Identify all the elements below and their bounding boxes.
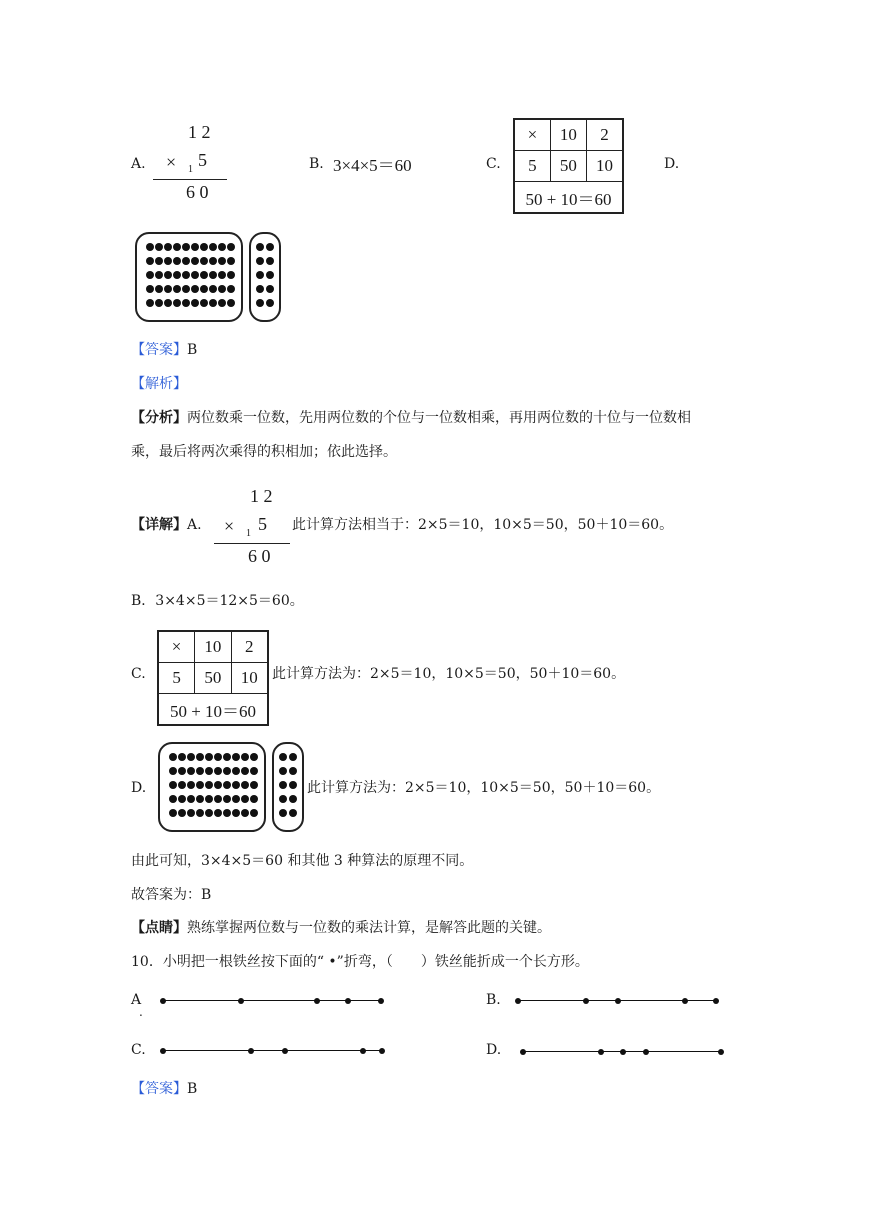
dot xyxy=(214,781,222,789)
option-b-expression: 3×4×5＝60 xyxy=(333,156,412,175)
dot xyxy=(182,257,190,265)
dot xyxy=(223,795,231,803)
dot xyxy=(155,271,163,279)
grid-cell: × xyxy=(514,119,550,151)
bend-point xyxy=(345,998,351,1004)
detail-c-label: C. xyxy=(131,666,146,682)
dot xyxy=(279,809,287,817)
dot xyxy=(187,781,195,789)
bend-point xyxy=(378,998,384,1004)
dot xyxy=(164,271,172,279)
grid-cell: 2 xyxy=(231,631,268,663)
analysis-label: 【解析】 xyxy=(131,376,187,392)
option-c-label: C. xyxy=(486,156,501,172)
final-answer: 故答案为：B xyxy=(131,887,212,903)
grid-sum-cell: 50 + 10＝60 xyxy=(158,694,268,726)
dot xyxy=(169,795,177,803)
dot xyxy=(227,243,235,251)
dot xyxy=(155,257,163,265)
bend-point xyxy=(682,998,688,1004)
detail-c-text: 此计算方法为：2×5＝10，10×5＝50，50＋10＝60。 xyxy=(272,666,626,682)
dot xyxy=(227,257,235,265)
grid-cell: × xyxy=(158,631,195,663)
dot xyxy=(266,299,274,307)
dot xyxy=(178,781,186,789)
dot xyxy=(266,271,274,279)
bend-point xyxy=(248,1048,254,1054)
dot xyxy=(223,767,231,775)
bend-point xyxy=(598,1049,604,1055)
grid-cell: 10 xyxy=(195,631,231,663)
dot xyxy=(191,257,199,265)
q10-wire-a xyxy=(160,996,386,1006)
times-sign: × xyxy=(166,152,177,172)
dianjing-line xyxy=(131,918,551,938)
grid-cell: 5 xyxy=(514,151,550,182)
q10-wire-c xyxy=(160,1046,386,1056)
dot xyxy=(209,285,217,293)
multiplier: 5 xyxy=(258,514,267,534)
carry-digit: 1 xyxy=(246,528,251,539)
dot-group-right xyxy=(272,742,304,832)
dot xyxy=(178,809,186,817)
dot xyxy=(191,243,199,251)
q10-option-a-dot: . xyxy=(139,1005,143,1019)
bend-point xyxy=(282,1048,288,1054)
dot xyxy=(209,257,217,265)
dot xyxy=(182,299,190,307)
dot xyxy=(241,809,249,817)
dot xyxy=(214,753,222,761)
dot xyxy=(266,243,274,251)
multiplicand: 1 2 xyxy=(250,486,273,506)
dot xyxy=(146,271,154,279)
dot xyxy=(173,243,181,251)
multiplication-line xyxy=(153,179,227,180)
dot xyxy=(250,809,258,817)
dot xyxy=(241,753,249,761)
dot xyxy=(178,795,186,803)
dot xyxy=(187,795,195,803)
dot xyxy=(289,781,297,789)
detail-c-grid-table xyxy=(157,630,269,726)
dot xyxy=(187,767,195,775)
product: 6 0 xyxy=(186,182,209,202)
dot xyxy=(241,795,249,803)
dot xyxy=(146,243,154,251)
dot xyxy=(169,767,177,775)
dot-group-left xyxy=(158,742,266,832)
dot xyxy=(164,299,172,307)
dot xyxy=(218,299,226,307)
dot xyxy=(289,795,297,803)
dot xyxy=(196,767,204,775)
dot xyxy=(173,285,181,293)
multiplier: 5 xyxy=(198,150,207,170)
answer-line xyxy=(131,340,197,360)
dot xyxy=(164,257,172,265)
bend-point xyxy=(643,1049,649,1055)
dot xyxy=(191,271,199,279)
dot xyxy=(169,809,177,817)
dot xyxy=(209,243,217,251)
question-10: 10．小明把一根铁丝按下面的“ •”折弯，（ ）铁丝能折成一个长方形。 xyxy=(131,954,589,970)
dot xyxy=(250,753,258,761)
dot xyxy=(232,809,240,817)
dot xyxy=(214,795,222,803)
detail-a-vertical-multiplication xyxy=(212,486,292,568)
dot xyxy=(250,781,258,789)
detail-a-label: A. xyxy=(187,517,202,533)
dot xyxy=(187,753,195,761)
option-a-vertical-multiplication xyxy=(150,122,230,204)
dot xyxy=(279,767,287,775)
option-d-label: D. xyxy=(664,156,680,172)
bend-point xyxy=(160,998,166,1004)
grid-cell: 10 xyxy=(550,119,586,151)
dot xyxy=(227,299,235,307)
answer2-label: 【答案】 xyxy=(131,1081,187,1097)
dot xyxy=(191,299,199,307)
bend-point xyxy=(583,998,589,1004)
dot xyxy=(182,285,190,293)
detail-d-label: D. xyxy=(131,780,147,796)
dot xyxy=(227,285,235,293)
dot xyxy=(182,271,190,279)
dot xyxy=(232,753,240,761)
dot xyxy=(155,299,163,307)
multiplication-line xyxy=(214,543,290,544)
dot xyxy=(200,243,208,251)
dot xyxy=(256,285,264,293)
dot xyxy=(214,809,222,817)
grid-sum-cell: 50 + 10＝60 xyxy=(514,182,623,214)
dot xyxy=(279,795,287,803)
conclusion: 由此可知，3×4×5＝60 和其他 3 种算法的原理不同。 xyxy=(131,853,474,869)
dot xyxy=(169,753,177,761)
dot xyxy=(250,767,258,775)
dot xyxy=(164,285,172,293)
grid-cell: 50 xyxy=(550,151,586,182)
grid-cell: 10 xyxy=(231,663,268,694)
dot xyxy=(241,781,249,789)
times-sign: × xyxy=(224,516,235,536)
dot xyxy=(241,767,249,775)
dot xyxy=(232,781,240,789)
dot xyxy=(173,271,181,279)
dot xyxy=(256,299,264,307)
dot xyxy=(223,753,231,761)
dianjing-text: 熟练掌握两位数与一位数的乘法计算，是解答此题的关键。 xyxy=(187,920,551,936)
dot xyxy=(187,809,195,817)
dot xyxy=(200,285,208,293)
q10-option-a-label: A xyxy=(131,992,142,1008)
dot xyxy=(205,809,213,817)
dot xyxy=(218,257,226,265)
detail-b: B．3×4×5＝12×5＝60。 xyxy=(131,593,304,609)
dot xyxy=(289,809,297,817)
dot xyxy=(146,299,154,307)
bend-point xyxy=(620,1049,626,1055)
dot xyxy=(146,257,154,265)
bend-point xyxy=(520,1049,526,1055)
dot xyxy=(200,299,208,307)
dot xyxy=(266,285,274,293)
dot xyxy=(279,781,287,789)
detail-a-text: 此计算方法相当于：2×5＝10，10×5＝50，50＋10＝60。 xyxy=(292,517,674,533)
detail-a-line xyxy=(131,515,202,535)
dot xyxy=(218,243,226,251)
dot xyxy=(182,243,190,251)
dot xyxy=(218,271,226,279)
q10-option-d-label: D. xyxy=(486,1042,502,1058)
dot xyxy=(256,271,264,279)
dot xyxy=(205,753,213,761)
dot xyxy=(196,809,204,817)
detail-d-text: 此计算方法为：2×5＝10，10×5＝50，50＋10＝60。 xyxy=(307,780,661,796)
dot xyxy=(232,767,240,775)
dot xyxy=(200,271,208,279)
dot xyxy=(256,243,264,251)
option-a-label: A. xyxy=(131,156,146,172)
grid-cell: 10 xyxy=(586,151,623,182)
grid-cell: 50 xyxy=(195,663,231,694)
answer2-value: B xyxy=(187,1081,198,1097)
q10-option-c-label: C. xyxy=(131,1042,146,1058)
answer-label: 【答案】 xyxy=(131,342,187,358)
bend-point xyxy=(379,1048,385,1054)
dot xyxy=(289,753,297,761)
dot xyxy=(200,257,208,265)
grid-cell: 5 xyxy=(158,663,195,694)
multiplicand: 1 2 xyxy=(188,122,211,142)
dot xyxy=(146,285,154,293)
dot xyxy=(209,271,217,279)
q10-option-b-label: B. xyxy=(486,992,501,1008)
dot xyxy=(173,299,181,307)
dot xyxy=(205,767,213,775)
bend-point xyxy=(718,1049,724,1055)
dot xyxy=(173,257,181,265)
dot xyxy=(266,257,274,265)
dot xyxy=(209,299,217,307)
xiangjie-label: 【详解】 xyxy=(131,517,187,533)
bend-point xyxy=(238,998,244,1004)
dot xyxy=(218,285,226,293)
dot xyxy=(196,753,204,761)
dot xyxy=(196,795,204,803)
carry-digit: 1 xyxy=(188,164,193,175)
fenxi-text-1: 两位数乘一位数，先用两位数的个位与一位数相乘，再用两位数的十位与一位数相 xyxy=(187,410,691,426)
dot xyxy=(256,257,264,265)
bend-point xyxy=(360,1048,366,1054)
dot xyxy=(227,271,235,279)
dot-array-figure xyxy=(158,742,304,832)
product: 6 0 xyxy=(248,546,271,566)
dot xyxy=(232,795,240,803)
dot xyxy=(279,753,287,761)
dot-group-left xyxy=(135,232,243,322)
fenxi-line-1 xyxy=(131,408,691,428)
dot xyxy=(191,285,199,293)
dot xyxy=(155,243,163,251)
dot xyxy=(155,285,163,293)
dot xyxy=(250,795,258,803)
bend-point xyxy=(615,998,621,1004)
wire-line xyxy=(163,1050,381,1051)
bend-point xyxy=(314,998,320,1004)
q10-wire-d xyxy=(520,1047,726,1057)
answer-value: B xyxy=(187,342,198,358)
answer2-line xyxy=(131,1079,197,1099)
option-b-label: B. xyxy=(309,156,324,172)
dot xyxy=(178,767,186,775)
dot-array-figure xyxy=(135,232,281,322)
dot xyxy=(196,781,204,789)
dot xyxy=(223,781,231,789)
grid-cell: 2 xyxy=(586,119,623,151)
dot xyxy=(205,795,213,803)
dot xyxy=(289,767,297,775)
bend-point xyxy=(515,998,521,1004)
dot xyxy=(223,809,231,817)
dot-group-right xyxy=(249,232,281,322)
dot xyxy=(205,781,213,789)
fenxi-label: 【分析】 xyxy=(131,410,187,426)
dianjing-label: 【点睛】 xyxy=(131,920,187,936)
dot xyxy=(214,767,222,775)
q10-wire-b xyxy=(515,996,721,1006)
option-c-grid-table xyxy=(513,118,624,214)
dot xyxy=(178,753,186,761)
dot xyxy=(164,243,172,251)
dot xyxy=(169,781,177,789)
bend-point xyxy=(160,1048,166,1054)
bend-point xyxy=(713,998,719,1004)
fenxi-text-2: 乘，最后将两次乘得的积相加；依此选择。 xyxy=(131,444,397,460)
